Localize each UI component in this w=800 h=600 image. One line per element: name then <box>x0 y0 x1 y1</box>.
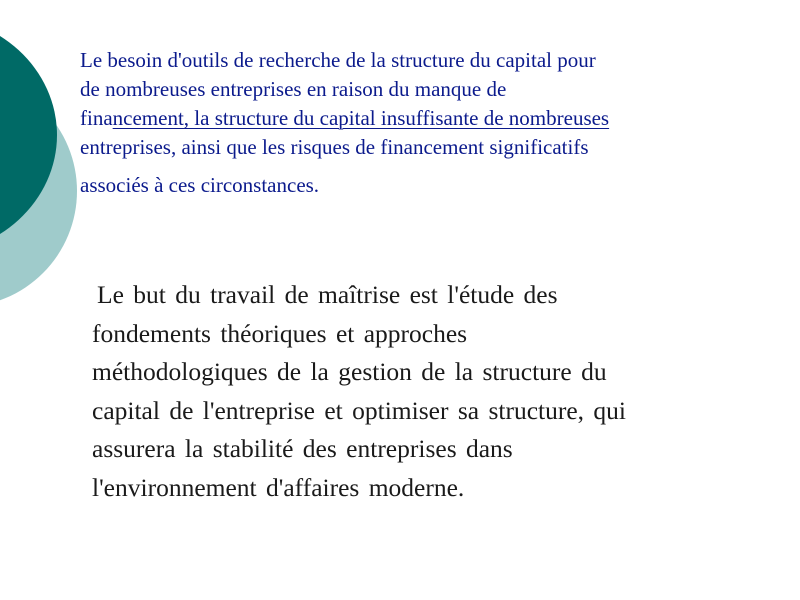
intro-line-2: de nombreuses entreprises en raison du manque de <box>80 77 507 101</box>
intro-line-5: associés à ces circonstances. <box>80 173 320 197</box>
goal-line-1: Le but du travail de maîtrise est l'étude des <box>97 280 558 309</box>
intro-line-4: entreprises, ainsi que les risques de financement significatifs <box>80 135 589 159</box>
goal-line-2: fondements théoriques et approches <box>92 318 468 348</box>
goal-line-4: capital de l'entreprise et optimiser sa structure, qui <box>92 395 627 425</box>
goal-line-6: l'environnement d'affaires moderne. <box>92 472 465 502</box>
goal-line-3: méthodologiques de la gestion de la structure du <box>92 357 607 386</box>
intro-paragraph <box>80 46 770 200</box>
goal-paragraph <box>92 276 752 507</box>
intro-line-1: Le besoin d'outils de recherche de la structure du capital pour <box>80 48 596 72</box>
intro-line-3-start: fina <box>80 106 113 130</box>
intro-line-3-underlined: ncement, la structure du capital insuffisante de nombreuses <box>112 106 610 130</box>
goal-line-5: assurera la stabilité des entreprises dans <box>92 434 513 463</box>
